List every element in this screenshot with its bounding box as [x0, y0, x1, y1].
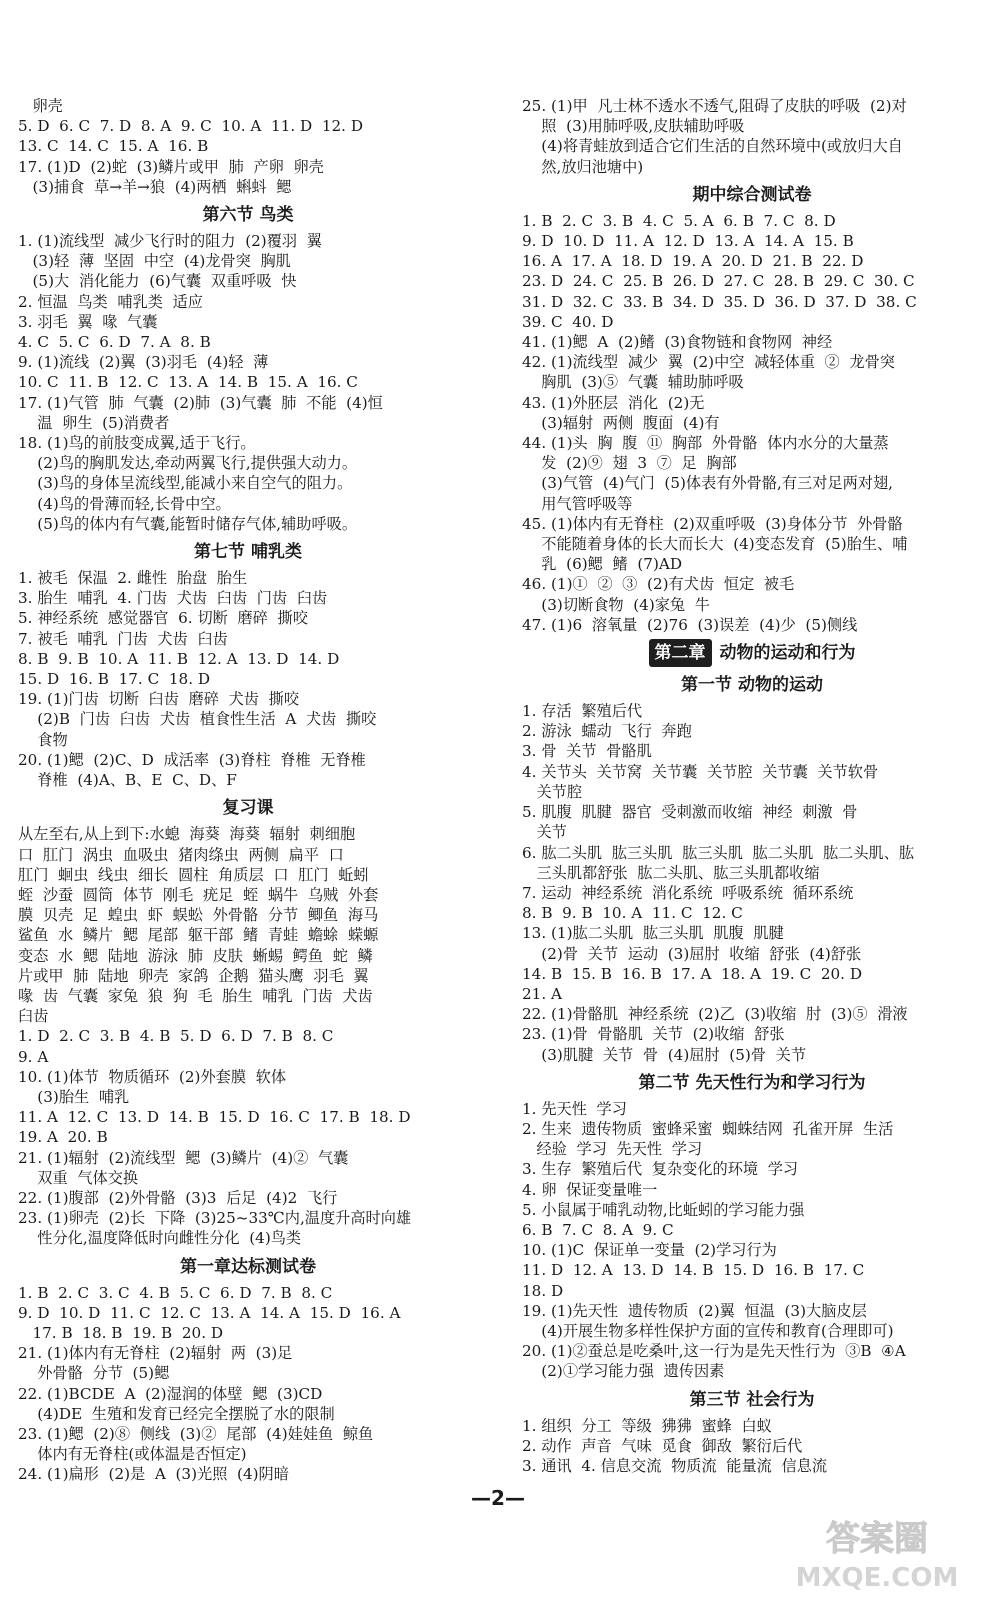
answer-line: 42. (1)流线型 减少 翼 (2)中空 减轻体重 ② 龙骨突	[522, 353, 895, 372]
answer-line: 胸肌 (3)⑤ 气囊 辅助肺呼吸	[522, 373, 744, 392]
answer-line: 5. 神经系统 感觉器官 6. 切断 磨碎 撕咬	[18, 609, 308, 628]
answer-line: 2. 游泳 蠕动 飞行 奔跑	[522, 722, 692, 741]
answer-line: (3)胎生 哺乳	[18, 1087, 130, 1106]
chapter-badge: 第二章	[649, 639, 712, 667]
answer-line: 从左至右,从上到下:水螅 海葵 海葵 辐射 刺细胞	[18, 825, 356, 844]
answer-line: (5)鸟的体内有气囊,能暂时储存气体,辅助呼吸。	[18, 514, 358, 533]
svg-text:MXQE.COM: MXQE.COM	[795, 1563, 959, 1593]
answer-line: (5)大 消化能力 (6)气囊 双重呼吸 快	[18, 272, 297, 291]
answer-line: 7. 运动 神经系统 消化系统 呼吸系统 循环系统	[522, 883, 854, 902]
answer-line: 47. (1)6 溶氧量 (2)76 (3)误差 (4)少 (5)侧线	[522, 615, 858, 634]
answer-line: 4. 卵 保证变量唯一	[522, 1180, 658, 1199]
answer-line: 5. 小鼠属于哺乳动物,比蚯蚓的学习能力强	[522, 1200, 805, 1219]
answer-line: (3)辐射 两侧 腹面 (4)有	[522, 413, 720, 432]
answer-line: 经验 学习 先天性 学习	[522, 1140, 703, 1159]
answer-line: 9. A	[18, 1047, 49, 1066]
answer-line: 外骨骼 分节 (5)鳃	[18, 1364, 170, 1383]
answer-line: 22. (1)腹部 (2)外骨骼 (3)3 后足 (4)2 飞行	[18, 1188, 338, 1207]
answer-line: (2)①学习能力强 遗传因素	[522, 1362, 725, 1381]
page-number: —2—	[471, 1486, 525, 1510]
answer-line: 关节腔	[522, 782, 583, 801]
answer-line: 9. D 10. D 11. C 12. C 13. A 14. A 15. D 16. A	[18, 1303, 401, 1322]
answer-line: 3. 生存 繁殖后代 复杂变化的环境 学习	[522, 1160, 799, 1179]
answer-line: 10. (1)C 保证单一变量 (2)学习行为	[522, 1241, 777, 1260]
answer-line: 1. 存活 繁殖后代	[522, 702, 643, 721]
answer-line: 用气管呼吸等	[522, 494, 633, 513]
answer-line: 41. (1)鳃 A (2)鳍 (3)食物链和食物网 神经	[522, 333, 833, 352]
chapter-title: 动物的运动和行为	[719, 643, 856, 664]
answer-line: (2)B 门齿 臼齿 犬齿 植食性生活 A 犬齿 撕咬	[18, 710, 377, 729]
answer-line: 18. (1)鸟的前肢变成翼,适于飞行。	[18, 434, 256, 453]
section-heading: 第六节 鸟类	[202, 205, 294, 226]
section-heading: 第一章达标测试卷	[180, 1256, 316, 1277]
answer-line: 14. B 15. B 16. B 17. A 18. A 19. C 20. D	[522, 964, 863, 983]
answer-line: (4)DE 生殖和发育已经完全摆脱了水的限制	[18, 1404, 335, 1423]
answer-line: (2)骨 关节 运动 (3)屈肘 收缩 舒张 (4)舒张	[522, 944, 862, 963]
answer-line: 关节	[522, 823, 567, 842]
answer-line: 性分化,温度降低时向雌性分化 (4)鸟类	[18, 1229, 302, 1248]
answer-line: 18. D	[522, 1281, 564, 1300]
answer-line: 蛭 沙蚕 圆筒 体节 刚毛 疣足 蛭 蜗牛 乌贼 外套	[18, 885, 379, 904]
answer-line: 不能随着身体的长大而长大 (4)变态发育 (5)胎生、哺	[522, 535, 908, 554]
answer-line: 2. 生来 遗传物质 蜜蜂采蜜 蜘蛛结网 孔雀开屏 生活	[522, 1119, 894, 1138]
answer-line: 喙 齿 气囊 家兔 狼 狗 毛 胎生 哺乳 门齿 犬齿	[18, 986, 373, 1005]
answer-line: 3. 通讯 4. 信息交流 物质流 能量流 信息流	[522, 1456, 828, 1475]
answer-line: 19. A 20. B	[18, 1128, 108, 1147]
answer-line: 20. (1)②蚕总是吃桑叶,这一行为是先天性行为 ③B ④A	[522, 1342, 906, 1361]
answer-line: 43. (1)外胚层 消化 (2)无	[522, 393, 705, 412]
answer-line: 20. (1)鳃 (2)C、D 成活率 (3)脊柱 脊椎 无脊椎	[18, 750, 366, 769]
watermark-logo	[772, 1510, 982, 1594]
answer-line: 1. D 2. C 3. B 4. B 5. D 6. D 7. B 8. C	[18, 1027, 334, 1046]
answer-line: (2)鸟的胸肌发达,牵动两翼飞行,提供强大动力。	[18, 454, 358, 473]
answer-line: 21. (1)辐射 (2)流线型 鳃 (3)鳞片 (4)② 气囊	[18, 1148, 349, 1167]
answer-line: 1. (1)流线型 减少飞行时的阻力 (2)覆羽 翼	[18, 232, 322, 251]
answer-line: 13. (1)肱二头肌 肱三头肌 肌腹 肌腱	[522, 924, 784, 943]
answer-line: (4)将青蛙放到适合它们生活的自然环境中(或放归大自	[522, 137, 903, 156]
answer-line: 23. (1)鳃 (2)⑧ 侧线 (3)② 尾部 (4)娃娃鱼 鲸鱼	[18, 1424, 374, 1443]
answer-line: 乳 (6)鳃 鳍 (7)AD	[522, 555, 683, 574]
answer-line: 2. 动作 声音 气味 觅食 御敌 繁衍后代	[522, 1436, 803, 1455]
answer-line: 17. (1)D (2)蛇 (3)鳞片或甲 肺 产卵 卵壳	[18, 157, 324, 176]
answer-line: 10. C 11. B 12. C 13. A 14. B 15. A 16. C	[18, 373, 358, 392]
answer-line: 23. (1)卵壳 (2)长 下降 (3)25~33℃内,温度升高时向雄	[18, 1209, 412, 1228]
answer-line: 46. (1)① ② ③ (2)有犬齿 恒定 被毛	[522, 575, 795, 594]
answer-line: 22. (1)BCDE A (2)湿润的体壁 鳃 (3)CD	[18, 1384, 323, 1403]
answer-line: 4. C 5. C 6. D 7. A 8. B	[18, 333, 211, 352]
section-heading: 期中综合测试卷	[692, 184, 812, 205]
answer-line: 9. (1)流线 (2)翼 (3)羽毛 (4)轻 薄	[18, 353, 269, 372]
answer-line: 体内有无脊柱(或体温是否恒定)	[18, 1445, 247, 1464]
answer-line: 23. D 24. C 25. B 26. D 27. C 28. B 29. C 30. C	[522, 272, 915, 291]
answer-line: (4)鸟的骨薄而轻,长骨中空。	[18, 494, 231, 513]
answer-line: 21. A	[522, 984, 562, 1003]
answer-line: 3. 骨 关节 骨骼肌	[522, 742, 652, 761]
answer-line: 1. B 2. C 3. B 4. C 5. A 6. B 7. C 8. D	[522, 211, 836, 230]
section-heading: 复习课	[222, 798, 274, 819]
answer-line: (3)鸟的身体呈流线型,能减小来自空气的阻力。	[18, 474, 353, 493]
answer-line: 8. B 9. B 10. A 11. C 12. C	[522, 904, 743, 923]
answer-line: 9. D 10. D 11. A 12. D 13. A 14. A 15. B	[522, 232, 854, 251]
section-heading: 第七节 哺乳类	[194, 542, 302, 563]
answer-line: 照 (3)用肺呼吸,皮肤辅助呼吸	[522, 117, 745, 136]
answer-line: (4)开展生物多样性保护方面的宣传和教育(合理即可)	[522, 1321, 894, 1340]
answer-line: 21. (1)体内有无脊柱 (2)辐射 两 (3)足	[18, 1344, 293, 1363]
answer-line: 16. A 17. A 18. D 19. A 20. D 21. B 22. D	[522, 252, 864, 271]
answer-line: 10. (1)体节 物质循环 (2)外套膜 软体	[18, 1067, 287, 1086]
answer-line: 8. B 9. B 10. A 11. B 12. A 13. D 14. D	[18, 649, 340, 668]
answer-line: 17. B 18. B 19. B 20. D	[18, 1323, 224, 1342]
section-heading: 第三节 社会行为	[689, 1389, 815, 1410]
answer-line: 22. (1)骨骼肌 神经系统 (2)乙 (3)收缩 肘 (3)⑤ 滑液	[522, 1005, 908, 1024]
answer-line: 1. B 2. C 3. C 4. B 5. C 6. D 7. B 8. C	[18, 1283, 333, 1302]
answer-line: 1. 组织 分工 等级 狒狒 蜜蜂 白蚁	[522, 1416, 772, 1435]
answer-line: 变态 水 鳃 陆地 游泳 肺 皮肤 蜥蜴 鳄鱼 蛇 鳞	[18, 946, 373, 965]
answer-line: 6. B 7. C 8. A 9. C	[522, 1220, 674, 1239]
answer-line: 44. (1)头 胸 腹 ⑪ 胸部 外骨骼 体内水分的大量蒸	[522, 434, 889, 453]
answer-line: 11. A 12. C 13. D 14. B 15. D 16. C 17. B 18. D	[18, 1108, 411, 1127]
left-answer-column	[18, 96, 478, 1485]
section-heading: 第一节 动物的运动	[681, 675, 823, 696]
answer-line: 膜 贝壳 足 蝗虫 虾 蜈蚣 外骨骼 分节 鲫鱼 海马	[18, 906, 379, 925]
answer-line: 片或甲 肺 陆地 卵壳 家鸽 企鹅 猫头鹰 羽毛 翼	[18, 966, 369, 985]
answer-line: 13. C 14. C 15. A 16. B	[18, 137, 209, 156]
answer-line: 1. 被毛 保温 2. 雌性 胎盘 胎生	[18, 569, 248, 588]
right-answer-column	[522, 96, 982, 1476]
answer-line: (3)切断食物 (4)家兔 牛	[522, 595, 710, 614]
answer-line: 4. 关节头 关节窝 关节囊 关节腔 关节囊 关节软骨	[522, 762, 879, 781]
answer-line: (3)气管 (4)气门 (5)体表有外骨骼,有三对足两对翅,	[522, 474, 894, 493]
answer-line: 24. (1)扁形 (2)是 A (3)光照 (4)阴暗	[18, 1465, 289, 1484]
chapter-heading	[522, 639, 982, 667]
answer-line: 双重 气体交换	[18, 1168, 139, 1187]
answer-line: (3)轻 薄 坚固 中空 (4)龙骨突 胸肌	[18, 252, 291, 271]
answer-line: 肛门 蛔虫 线虫 细长 圆柱 角质层 口 肛门 蚯蚓	[18, 865, 369, 884]
answer-line: 三头肌都舒张 肱二头肌、肱三头肌都收缩	[522, 863, 820, 882]
answer-line: 脊椎 (4)A、B、E C、D、F	[18, 771, 237, 790]
answer-line: (3)肌腱 关节 骨 (4)屈肘 (5)骨 关节	[522, 1045, 807, 1064]
answer-line: 发 (2)⑨ 翅 3 ⑦ 足 胸部	[522, 454, 737, 473]
answer-line: 卵壳	[18, 97, 63, 115]
answer-line: 食物	[18, 730, 68, 749]
answer-line: 3. 羽毛 翼 喙 气囊	[18, 312, 158, 331]
answer-line: 19. (1)门齿 切断 臼齿 磨碎 犬齿 撕咬	[18, 690, 300, 709]
answer-line: 口 肛门 涡虫 血吸虫 猪肉绦虫 两侧 扁平 口	[18, 845, 344, 864]
svg-text:答案圈: 答案圈	[826, 1519, 928, 1559]
answer-line: 5. 肌腹 肌腱 器官 受刺激而收缩 神经 刺激 骨	[522, 803, 858, 822]
answer-line: 2. 恒温 鸟类 哺乳类 适应	[18, 292, 203, 311]
answer-line: 温 卵生 (5)消费者	[18, 413, 170, 432]
section-heading: 第二节 先天性行为和学习行为	[638, 1072, 866, 1093]
answer-line: 鲨鱼 水 鳞片 鳃 尾部 躯干部 鳍 青蛙 蟾蜍 蝾螈	[18, 926, 379, 945]
answer-line: 39. C 40. D	[522, 312, 614, 331]
answer-line: 6. 肱二头肌 肱三头肌 肱三头肌 肱二头肌 肱二头肌、肱	[522, 843, 915, 862]
answer-line: 23. (1)骨 骨骼肌 关节 (2)收缩 舒张	[522, 1025, 785, 1044]
answer-line: 7. 被毛 哺乳 门齿 犬齿 臼齿	[18, 629, 228, 648]
answer-line: 然,放归池塘中)	[522, 157, 644, 176]
answer-line: 31. D 32. C 33. B 34. D 35. D 36. D 37. D 38. C	[522, 292, 917, 311]
answer-line: 45. (1)体内有无脊柱 (2)双重呼吸 (3)身体分节 外骨骼	[522, 514, 903, 533]
answer-line: 25. (1)甲 凡士林不透水不透气,阻碍了皮肤的呼吸 (2)对	[522, 97, 907, 115]
answer-line: 11. D 12. A 13. D 14. B 15. D 16. B 17. C	[522, 1261, 865, 1280]
answer-line: 5. D 6. C 7. D 8. A 9. C 10. A 11. D 12. D	[18, 117, 364, 136]
answer-line: (3)捕食 草→羊→狼 (4)两栖 蝌蚪 鳃	[18, 177, 292, 196]
answer-line: 1. 先天性 学习	[522, 1099, 627, 1118]
answer-line: 17. (1)气管 肺 气囊 (2)肺 (3)气囊 肺 不能 (4)恒	[18, 393, 383, 412]
answer-line: 臼齿	[18, 1007, 49, 1026]
answer-line: 19. (1)先天性 遗传物质 (2)翼 恒温 (3)大脑皮层	[522, 1301, 867, 1320]
answer-line: 3. 胎生 哺乳 4. 门齿 犬齿 臼齿 门齿 臼齿	[18, 589, 328, 608]
answer-line: 15. D 16. B 17. C 18. D	[18, 670, 211, 689]
